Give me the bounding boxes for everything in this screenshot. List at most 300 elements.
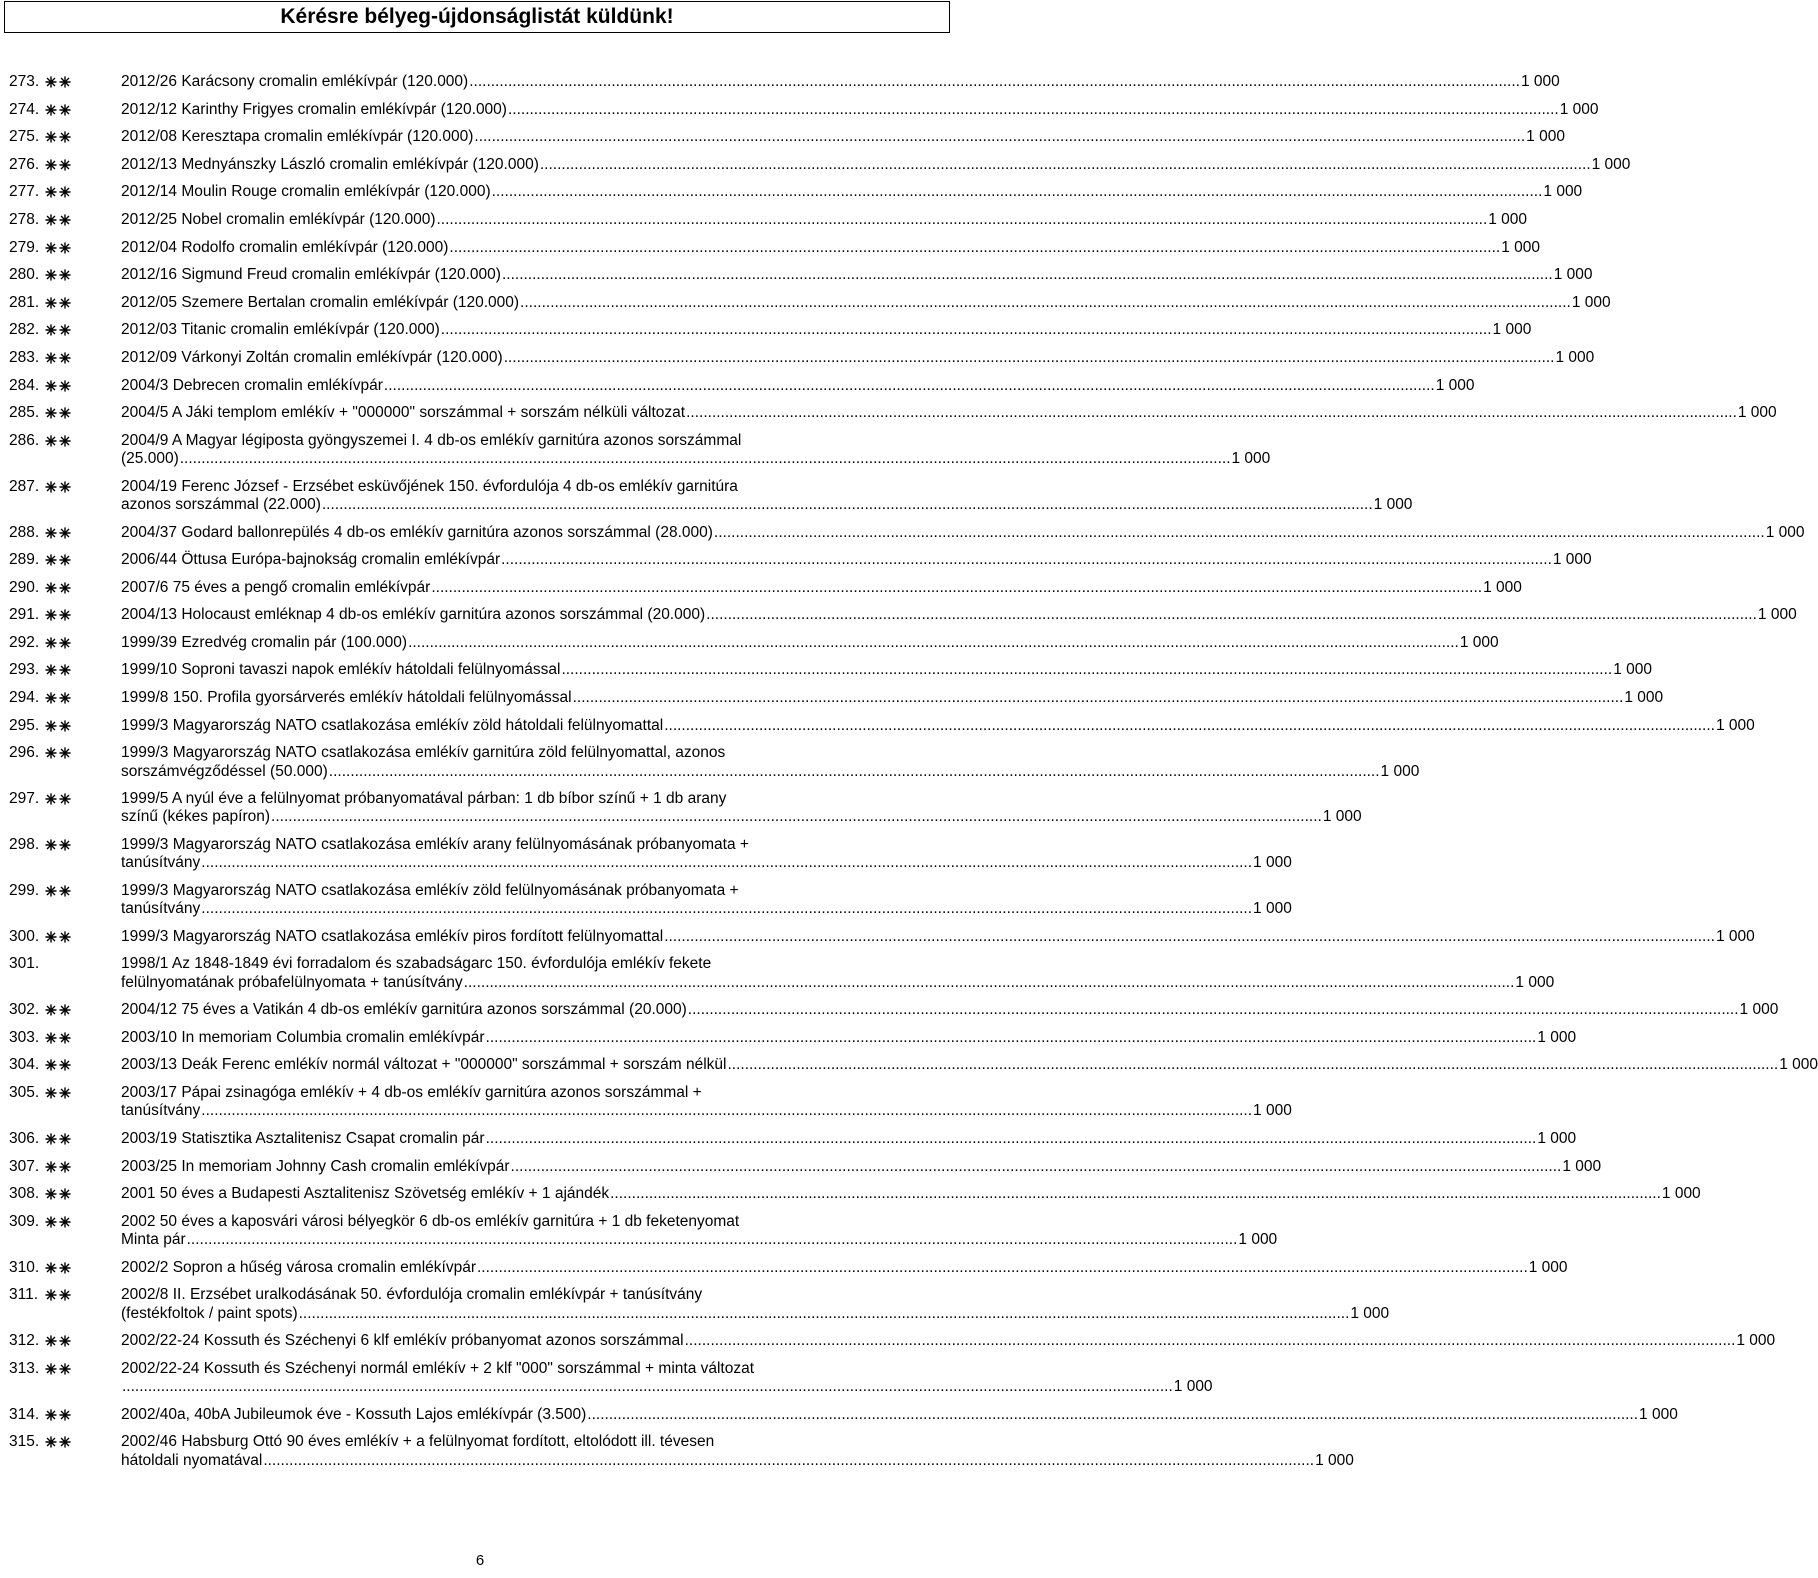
dot-leader xyxy=(322,496,1373,514)
item-description xyxy=(121,478,1412,515)
list-item xyxy=(9,1212,1278,1250)
item-number: 307. xyxy=(9,1157,40,1175)
description-last-line xyxy=(121,524,1804,542)
item-price: 1 000 xyxy=(1373,495,1413,513)
double-asterisk-icon xyxy=(43,928,121,946)
item-price: 1 000 xyxy=(1315,1451,1354,1469)
description-text: 2012/16 Sigmund Freud cromalin emlékívpár (120.000) xyxy=(121,266,501,284)
description-last-line xyxy=(121,183,1582,201)
dot-leader xyxy=(520,294,1571,312)
double-asterisk-icon xyxy=(43,294,121,312)
description-text: 1999/10 Soproni tavaszi napok emlékív hátoldali felülnyomással xyxy=(121,661,561,679)
description-last-line xyxy=(121,579,1522,597)
description-last-line xyxy=(121,73,1560,91)
double-asterisk-icon xyxy=(43,1286,121,1304)
description-line: 2002/22-24 Kossuth és Széchenyi normál emlékív + 2 klf "000" sorszámmal + minta változat xyxy=(121,1359,755,1377)
double-asterisk-icon xyxy=(43,744,121,762)
description-text: 1999/3 Magyarország NATO csatlakozása emlékív piros fordított felülnyomattal xyxy=(121,927,664,945)
list-item xyxy=(9,1433,1354,1470)
item-price: 1 000 xyxy=(1253,1102,1292,1120)
item-price: 1 000 xyxy=(1736,1332,1776,1350)
item-price: 1 000 xyxy=(1231,450,1271,468)
dot-leader xyxy=(714,524,1765,542)
dot-leader xyxy=(727,1056,1778,1074)
item-number: 296. xyxy=(9,744,40,762)
item-number: 287. xyxy=(9,477,40,495)
item-description xyxy=(121,1185,1701,1203)
list-item xyxy=(9,689,1664,707)
item-number: 293. xyxy=(9,661,40,679)
description-last-line xyxy=(121,101,1599,119)
dot-leader xyxy=(504,349,1555,367)
list-item xyxy=(9,606,1797,624)
item-price: 1 000 xyxy=(1591,155,1631,173)
item-price: 1 000 xyxy=(1552,551,1592,569)
double-asterisk-icon xyxy=(43,882,121,900)
item-description xyxy=(121,606,1797,624)
item-number: 298. xyxy=(9,836,40,854)
item-price: 1 000 xyxy=(1492,321,1532,339)
dot-leader xyxy=(408,634,1459,652)
dot-leader xyxy=(706,606,1757,624)
description-last-line xyxy=(121,1406,1678,1424)
description-line: 1999/3 Magyarország NATO csatlakozása emlékív zöld felülnyomásának próbanyomata + xyxy=(121,881,739,899)
description-text: (25.000) xyxy=(121,450,179,468)
description-text: 2002/40a, 40bA Jubileumok éve - Kossuth Lajos emlékívpár (3.500) xyxy=(121,1405,587,1423)
dot-leader xyxy=(469,73,1520,91)
item-number: 295. xyxy=(9,716,40,734)
list-item xyxy=(9,836,1292,873)
item-price: 1 000 xyxy=(1715,716,1755,734)
description-last-line xyxy=(121,1130,1576,1148)
item-description xyxy=(121,1259,1568,1277)
description-last-line xyxy=(121,1102,1292,1120)
double-asterisk-icon xyxy=(43,404,121,422)
description-last-line xyxy=(121,1332,1775,1350)
description-line: 1999/5 A nyúl éve a felülnyomat próbanyomatával párban: 1 db bíbor színű + 1 db arany xyxy=(121,790,727,808)
description-line: 2004/9 A Magyar légiposta gyöngyszemei I. 4 db-os emlékív garnitúra azonos sorszámmal xyxy=(121,431,742,449)
description-text: (festékfoltok / paint spots) xyxy=(121,1304,298,1322)
item-number: 304. xyxy=(9,1056,40,1074)
description-last-line xyxy=(121,211,1527,229)
dot-leader xyxy=(610,1185,1661,1203)
description-line: 2004/19 Ferenc József - Erzsébet esküvőjének 150. évfordulója 4 db-os emlékív garnitúra xyxy=(121,477,738,495)
item-number: 288. xyxy=(9,523,40,541)
item-description xyxy=(121,524,1804,542)
double-asterisk-icon xyxy=(43,211,121,229)
dot-leader xyxy=(511,1158,1562,1176)
item-price: 1 000 xyxy=(1528,1258,1568,1276)
list-item xyxy=(9,376,1475,395)
list-item xyxy=(9,1028,1577,1047)
item-number: 297. xyxy=(9,790,40,808)
list-item xyxy=(9,1084,1292,1121)
description-text: 1999/3 Magyarország NATO csatlakozása emlékív zöld hátoldali felülnyomattal xyxy=(121,716,664,734)
item-description xyxy=(121,1084,1292,1121)
item-number: 313. xyxy=(9,1359,40,1377)
dot-leader xyxy=(474,128,1525,146)
item-price: 1 000 xyxy=(1459,633,1499,651)
item-number: 306. xyxy=(9,1129,40,1147)
list-item xyxy=(9,293,1611,312)
dot-leader xyxy=(501,551,1552,569)
item-description xyxy=(121,266,1593,284)
dot-leader xyxy=(573,689,1624,707)
no-mark xyxy=(43,955,121,973)
item-price: 1 000 xyxy=(1613,661,1652,679)
list-item xyxy=(9,1359,1213,1397)
item-description xyxy=(121,432,1270,469)
description-text: 2012/12 Karinthy Frigyes cromalin emlékívpár (120.000) xyxy=(121,100,507,118)
description-last-line xyxy=(121,1029,1576,1047)
description-text: 1999/39 Ezredvég cromalin pár (100.000) xyxy=(121,633,408,651)
double-asterisk-icon xyxy=(43,689,121,707)
dot-leader xyxy=(431,579,1482,597)
double-asterisk-icon xyxy=(43,183,121,201)
double-asterisk-icon xyxy=(43,1158,121,1176)
item-price: 1 000 xyxy=(1253,900,1292,918)
item-number: 301. xyxy=(9,955,40,973)
description-text: 2002/2 Sopron a hűség városa cromalin emlékívpár xyxy=(121,1258,476,1276)
item-description xyxy=(121,349,1594,367)
stamp-list xyxy=(9,73,1818,1479)
item-description xyxy=(121,239,1540,257)
list-item xyxy=(9,431,1271,469)
item-description xyxy=(121,294,1611,312)
double-asterisk-icon xyxy=(43,377,121,395)
description-last-line xyxy=(121,634,1499,652)
list-item xyxy=(9,155,1631,174)
item-number: 311. xyxy=(9,1286,39,1304)
description-last-line xyxy=(121,606,1797,624)
description-text: 2003/25 In memoriam Johnny Cash cromalin emlékívpár xyxy=(121,1157,510,1175)
dot-leader xyxy=(180,450,1231,468)
dot-leader xyxy=(329,763,1380,781)
item-price: 1 000 xyxy=(1253,854,1292,872)
double-asterisk-icon xyxy=(43,1360,121,1378)
description-last-line xyxy=(121,854,1292,872)
description-last-line xyxy=(121,404,1777,422)
double-asterisk-icon xyxy=(43,156,121,174)
item-price: 1 000 xyxy=(1515,973,1555,991)
dot-leader xyxy=(502,266,1553,284)
dot-leader xyxy=(486,1130,1537,1148)
item-number: 305. xyxy=(9,1084,40,1102)
double-asterisk-icon xyxy=(43,579,121,597)
description-text: sorszámvégződéssel (50.000) xyxy=(121,762,328,780)
description-last-line xyxy=(121,266,1593,284)
list-item xyxy=(9,1185,1701,1203)
item-price: 1 000 xyxy=(1737,404,1777,422)
item-number: 273. xyxy=(9,73,40,90)
dot-leader xyxy=(508,101,1559,119)
description-text: 2012/04 Rodolfo cromalin emlékívpár (120.000) xyxy=(121,238,449,256)
dot-leader xyxy=(587,1406,1638,1424)
description-text: 2001 50 éves a Budapesti Asztalitenisz Szövetség emlékív + 1 ajándék xyxy=(121,1185,610,1203)
item-number: 315. xyxy=(9,1433,40,1451)
item-number: 283. xyxy=(9,348,40,366)
double-asterisk-icon xyxy=(43,1130,121,1148)
item-price: 1 000 xyxy=(1520,73,1560,90)
item-number: 284. xyxy=(9,376,40,394)
page-number: 6 xyxy=(475,1552,485,1569)
dot-leader xyxy=(299,1305,1350,1323)
description-text: 2004/3 Debrecen cromalin emlékívpár xyxy=(121,376,383,394)
description-text: felülnyomatának próbafelülnyomata + tanúsítvány xyxy=(121,973,463,991)
dot-leader xyxy=(492,183,1543,201)
item-description xyxy=(121,1001,1778,1019)
dot-leader xyxy=(201,854,1252,872)
double-asterisk-icon xyxy=(43,321,121,339)
list-item xyxy=(9,266,1593,284)
description-text: 2012/08 Keresztapa cromalin emlékívpár (120.000) xyxy=(121,128,474,146)
description-last-line xyxy=(121,1305,1389,1323)
dot-leader xyxy=(477,1259,1528,1277)
item-description xyxy=(121,1130,1576,1148)
description-text: 2007/6 75 éves a pengő cromalin emlékívpár xyxy=(121,578,431,596)
page-banner: Kérésre bélyeg-újdonságlistát küldünk! xyxy=(4,1,950,33)
item-price: 1 000 xyxy=(1571,293,1611,311)
dot-leader xyxy=(686,404,1737,422)
list-item xyxy=(9,73,1560,91)
double-asterisk-icon xyxy=(43,239,121,257)
description-line: 2002/46 Habsburg Ottó 90 éves emlékív + a felülnyomat fordított, eltolódott ill. tévesen xyxy=(121,1433,715,1451)
item-description xyxy=(121,1360,1213,1397)
list-item xyxy=(9,716,1755,735)
item-price: 1 000 xyxy=(1488,210,1528,228)
description-last-line xyxy=(121,377,1474,395)
dot-leader xyxy=(486,1029,1537,1047)
description-last-line xyxy=(121,450,1270,468)
description-text: tanúsítvány xyxy=(121,854,201,872)
item-description xyxy=(121,882,1292,919)
description-last-line xyxy=(121,763,1419,781)
dot-leader xyxy=(187,1231,1238,1249)
item-price: 1 000 xyxy=(1715,927,1755,945)
double-asterisk-icon xyxy=(43,349,121,367)
item-number: 314. xyxy=(9,1405,40,1423)
item-description xyxy=(121,1433,1354,1470)
list-item xyxy=(9,744,1420,781)
description-line: 2002 50 éves a kaposvári városi bélyegkör 6 db-os emlékív garnitúra + 1 db feketenyomat xyxy=(121,1212,740,1230)
description-text: 2012/09 Várkonyi Zoltán cromalin emlékívpár (120.000) xyxy=(121,348,503,366)
dot-leader xyxy=(464,974,1515,992)
dot-leader xyxy=(449,239,1500,257)
dot-leader xyxy=(441,321,1492,339)
list-item xyxy=(9,210,1528,229)
list-item xyxy=(9,523,1805,542)
list-item xyxy=(9,1405,1678,1424)
description-text: Minta pár xyxy=(121,1231,186,1249)
item-description xyxy=(121,101,1599,119)
item-description xyxy=(121,377,1474,395)
item-description xyxy=(121,321,1531,339)
item-description xyxy=(121,717,1755,735)
dot-leader xyxy=(540,156,1591,174)
description-last-line xyxy=(121,321,1531,339)
description-last-line xyxy=(121,717,1755,735)
list-item xyxy=(9,661,1652,679)
item-number: 276. xyxy=(9,155,40,173)
double-asterisk-icon xyxy=(43,790,121,808)
description-text: 2004/37 Godard ballonrepülés 4 db-os emlékív garnitúra azonos sorszámmal (28.000) xyxy=(121,523,713,541)
description-text: 2012/03 Titanic cromalin emlékívpár (120.000) xyxy=(121,321,440,339)
dot-leader xyxy=(263,1452,1314,1470)
description-text: 2012/05 Szemere Bertalan cromalin emlékívpár (120.000) xyxy=(121,293,520,311)
double-asterisk-icon xyxy=(43,606,121,624)
description-last-line xyxy=(121,239,1540,257)
list-item xyxy=(9,183,1583,201)
list-item xyxy=(9,1056,1818,1074)
list-item xyxy=(9,404,1777,422)
description-last-line xyxy=(121,1259,1568,1277)
dot-leader xyxy=(122,1378,1173,1396)
description-last-line xyxy=(121,349,1594,367)
item-price: 1 000 xyxy=(1380,762,1420,780)
item-price: 1 000 xyxy=(1173,1378,1213,1396)
item-number: 286. xyxy=(9,431,40,449)
item-description xyxy=(121,551,1592,569)
list-item xyxy=(9,633,1499,652)
list-item xyxy=(9,128,1565,146)
double-asterisk-icon xyxy=(43,1406,121,1424)
double-asterisk-icon xyxy=(43,1029,121,1047)
item-number: 299. xyxy=(9,881,40,899)
item-price: 1 000 xyxy=(1765,523,1805,541)
item-description xyxy=(121,634,1499,652)
list-item xyxy=(9,1258,1568,1277)
description-text: 2004/5 A Jáki templom emlékív + "000000" sorszámmal + sorszám nélküli változat xyxy=(121,404,686,422)
dot-leader xyxy=(688,1001,1739,1019)
double-asterisk-icon xyxy=(43,101,121,119)
item-description xyxy=(121,1286,1389,1323)
description-last-line xyxy=(121,1452,1354,1470)
description-last-line xyxy=(121,294,1611,312)
item-description xyxy=(121,579,1522,597)
description-line: 2003/17 Pápai zsinagóga emlékív + 4 db-os emlékív garnitúra azonos sorszámmal + xyxy=(121,1084,702,1102)
item-number: 277. xyxy=(9,183,40,201)
double-asterisk-icon xyxy=(43,836,121,854)
double-asterisk-icon xyxy=(43,266,121,284)
double-asterisk-icon xyxy=(43,1001,121,1019)
item-number: 300. xyxy=(9,927,40,945)
list-item xyxy=(9,1332,1776,1350)
item-number: 279. xyxy=(9,238,40,256)
item-price: 1 000 xyxy=(1553,266,1593,284)
item-price: 1 000 xyxy=(1661,1185,1701,1203)
description-last-line xyxy=(121,974,1554,992)
description-line: 1999/3 Magyarország NATO csatlakozása emlékív garnitúra zöld felülnyomattal, azonos xyxy=(121,744,726,762)
double-asterisk-icon xyxy=(43,73,121,91)
list-item xyxy=(9,955,1555,992)
description-last-line xyxy=(121,1056,1818,1074)
item-price: 1 000 xyxy=(1483,578,1522,596)
description-text: 1999/8 150. Profila gyorsárverés emlékív hátoldali felülnyomással xyxy=(121,689,572,707)
item-description xyxy=(121,790,1362,827)
description-line: 2002/8 II. Erzsébet uralkodásának 50. évfordulója cromalin emlékívpár + tanúsítvány xyxy=(121,1286,703,1304)
double-asterisk-icon xyxy=(43,1332,121,1350)
description-text: 2006/44 Öttusa Európa-bajnokság cromalin emlékívpár xyxy=(121,551,501,569)
double-asterisk-icon xyxy=(43,1056,121,1074)
item-number: 292. xyxy=(9,633,40,651)
list-item xyxy=(9,1001,1779,1019)
item-description xyxy=(121,1158,1601,1176)
description-last-line xyxy=(121,496,1412,514)
item-price: 1 000 xyxy=(1435,376,1475,394)
description-text: 2003/13 Deák Ferenc emlékív normál változat + "000000" sorszámmal + sorszám nélkül xyxy=(121,1056,727,1074)
description-last-line xyxy=(121,689,1663,707)
double-asterisk-icon xyxy=(43,1213,121,1231)
item-description xyxy=(121,689,1663,707)
item-number: 285. xyxy=(9,404,40,422)
list-item xyxy=(9,881,1292,919)
description-text: azonos sorszámmal (22.000) xyxy=(121,495,321,513)
list-item xyxy=(9,1157,1602,1176)
item-number: 309. xyxy=(9,1212,40,1230)
item-number: 312. xyxy=(9,1332,40,1350)
description-last-line xyxy=(121,128,1565,146)
double-asterisk-icon xyxy=(43,1185,121,1203)
description-last-line xyxy=(121,928,1755,946)
item-number: 275. xyxy=(9,128,40,146)
item-price: 1 000 xyxy=(1322,808,1362,826)
item-price: 1 000 xyxy=(1562,1157,1602,1175)
item-description xyxy=(121,128,1565,146)
description-text: 2002/22-24 Kossuth és Széchenyi 6 klf emlékív próbanyomat azonos sorszámmal xyxy=(121,1332,684,1350)
dot-leader xyxy=(664,717,1715,735)
item-price: 1 000 xyxy=(1537,1129,1577,1147)
item-price: 1 000 xyxy=(1779,1056,1818,1074)
dot-leader xyxy=(436,211,1487,229)
item-description xyxy=(121,955,1554,992)
double-asterisk-icon xyxy=(43,661,121,679)
item-number: 302. xyxy=(9,1001,40,1019)
list-item xyxy=(9,238,1540,257)
item-number: 282. xyxy=(9,321,40,339)
item-price: 1 000 xyxy=(1350,1304,1390,1322)
item-price: 1 000 xyxy=(1624,689,1664,707)
description-line: 1998/1 Az 1848-1849 évi forradalom és szabadságarc 150. évfordulója emlékív fekete xyxy=(121,955,712,973)
list-item xyxy=(9,927,1755,946)
description-text: 2012/25 Nobel cromalin emlékívpár (120.000) xyxy=(121,210,436,228)
item-number: 303. xyxy=(9,1028,40,1046)
description-line: 1999/3 Magyarország NATO csatlakozása emlékív arany felülnyomásának próbanyomata + xyxy=(121,836,749,854)
item-price: 1 000 xyxy=(1639,1405,1678,1423)
list-item xyxy=(9,790,1362,827)
item-number: 280. xyxy=(9,266,40,284)
description-last-line xyxy=(121,1158,1601,1176)
item-description xyxy=(121,1056,1818,1074)
description-text: 2004/12 75 éves a Vatikán 4 db-os emlékív garnitúra azonos sorszámmal (20.000) xyxy=(121,1001,687,1019)
double-asterisk-icon xyxy=(43,1259,121,1277)
item-number: 291. xyxy=(9,606,40,624)
description-text: tanúsítvány xyxy=(121,1102,201,1120)
item-description xyxy=(121,1332,1775,1350)
double-asterisk-icon xyxy=(43,1433,121,1451)
list-item xyxy=(9,321,1532,339)
dot-leader xyxy=(201,900,1252,918)
description-last-line xyxy=(121,551,1592,569)
item-number: 274. xyxy=(9,100,40,118)
description-text: 2012/13 Mednyánszky László cromalin emlékívpár (120.000) xyxy=(121,155,539,173)
item-description xyxy=(121,211,1527,229)
item-price: 1 000 xyxy=(1757,606,1797,624)
description-last-line xyxy=(121,1001,1778,1019)
item-description xyxy=(121,1029,1576,1047)
dot-leader xyxy=(685,1332,1736,1350)
description-text: 2004/13 Holocaust emléknap 4 db-os emlékív garnitúra azonos sorszámmal (20.000) xyxy=(121,606,706,624)
item-number: 308. xyxy=(9,1185,40,1203)
